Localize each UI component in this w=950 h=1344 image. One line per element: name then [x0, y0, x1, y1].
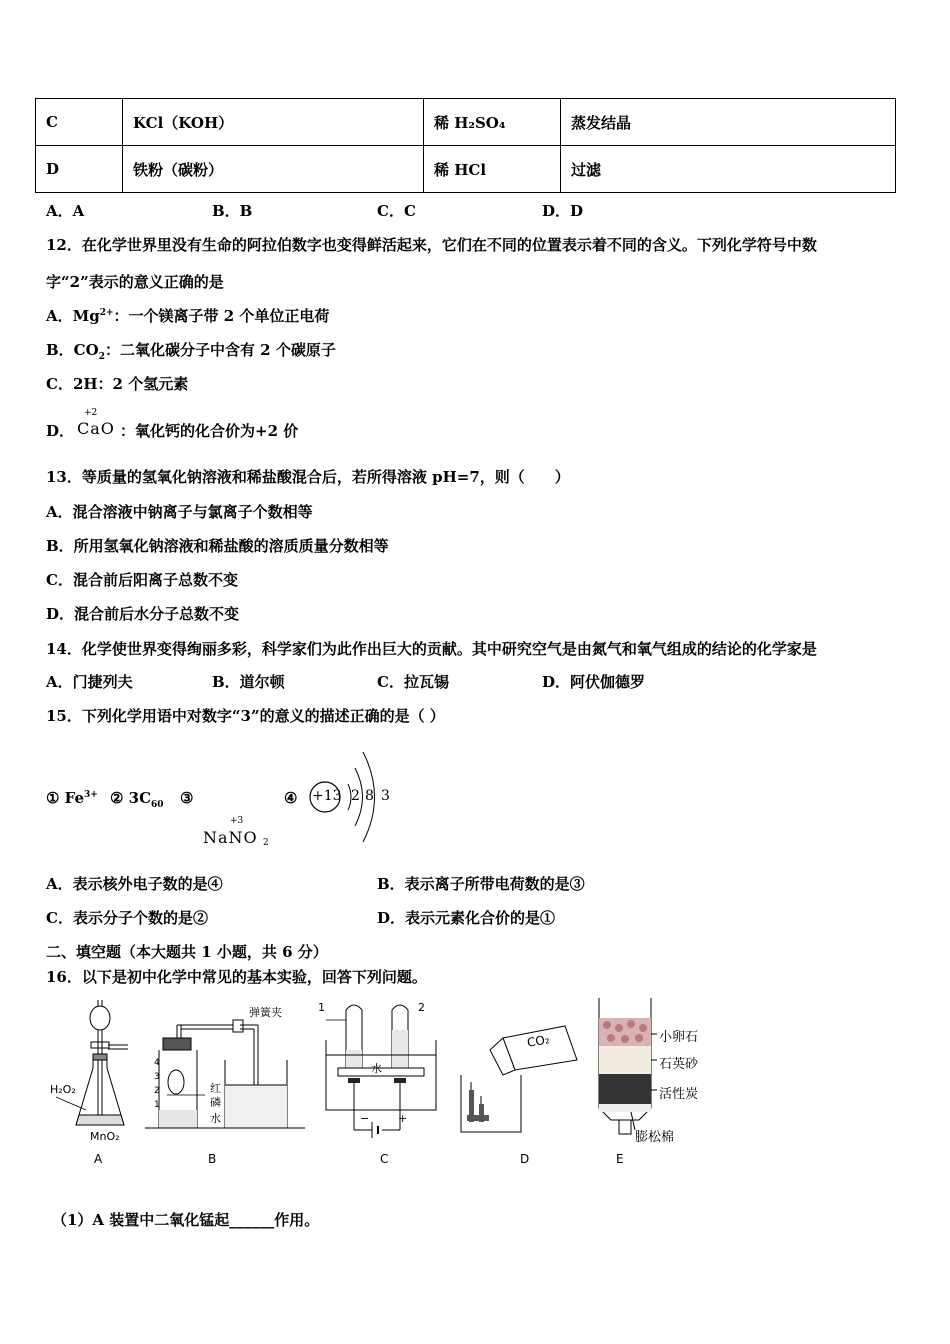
fig-label-c: C	[380, 1152, 389, 1166]
apparatus-d	[455, 1020, 585, 1170]
fig-label-b: B	[208, 1152, 217, 1166]
label-phosphorus: 磷	[210, 1096, 221, 1109]
atom-shell-3: 3	[381, 788, 390, 804]
table-cell: KCl（KOH）	[123, 99, 424, 146]
q16-stem: 16．以下是初中化学中常见的基本实验，回答下列问题。	[46, 968, 427, 986]
q15-item4: ④	[284, 789, 298, 807]
q12-b-text: ：二氧化碳分子中含有 2 个碳原子	[104, 341, 336, 359]
table-cell: 铁粉（碳粉）	[123, 146, 424, 193]
apparatus-c	[318, 1000, 448, 1170]
q13-option-d: D．混合前后水分子总数不变	[46, 605, 240, 623]
q15-item1-text: ① Fe	[46, 789, 85, 807]
atom-shell-1: 2	[351, 788, 360, 804]
label-mno2: MnO₂	[90, 1130, 120, 1143]
table-cell: 稀 H₂SO₄	[424, 99, 561, 146]
label-h2o2: H₂O₂	[50, 1083, 76, 1096]
q15-item2-text: ② 3C	[110, 789, 152, 807]
table-cell: 稀 HCl	[424, 146, 561, 193]
section-title: 二、填空题（本大题共 1 小题，共 6 分）	[46, 943, 328, 961]
q15-option-b: B．表示离子所带电荷数的是③	[377, 875, 585, 893]
tube-label-2: 2	[418, 1001, 425, 1014]
q11-option-c: C．C	[377, 202, 416, 220]
q12-b-prefix: B．CO	[46, 341, 99, 359]
q14-option-a: A．门捷列夫	[46, 673, 133, 691]
table-cell: 过滤	[561, 146, 896, 193]
atom-nucleus-charge: +13	[312, 788, 342, 804]
q12-d-label: D．	[46, 422, 75, 440]
q16-sub1: （1）A 装置中二氧化锰起______作用。	[52, 1211, 320, 1229]
q14-option-b: B．道尔顿	[212, 673, 285, 691]
q15-item1-sup: 3+	[84, 790, 98, 800]
apparatus-b	[145, 1000, 305, 1170]
q12-stem-line2: 字“2”表示的意义正确的是	[46, 273, 224, 291]
scale-1: 1	[154, 1100, 160, 1110]
q12-a-text: ：一个镁离子带 2 个单位正电荷	[113, 307, 330, 325]
q12-b-sub: 2	[98, 352, 105, 362]
table-row	[36, 146, 896, 193]
q15-item2	[110, 789, 164, 810]
q15-option-d: D．表示元素化合价的是①	[377, 909, 556, 927]
q15-nano2-valence: +3	[230, 816, 244, 826]
q12-a-sup: 2+	[99, 308, 114, 318]
q13-option-b: B．所用氢氧化钠溶液和稀盐酸的溶质质量分数相等	[46, 537, 389, 555]
q11-option-d: D．D	[542, 202, 584, 220]
label-minus: −	[360, 1112, 370, 1125]
label-water-c: 水	[371, 1062, 382, 1075]
q12-d-formula: CaO	[77, 419, 115, 438]
answer-table	[35, 98, 896, 193]
q15-option-a: A．表示核外电子数的是④	[46, 875, 223, 893]
q15-option-c: C．表示分子个数的是②	[46, 909, 208, 927]
tube-label-1: 1	[318, 1001, 325, 1014]
apparatus-a	[46, 1000, 146, 1170]
label-red: 红	[210, 1082, 221, 1095]
atom-shell-2: 8	[365, 788, 374, 804]
q14-stem: 14．化学使世界变得绚丽多彩，科学家们为此作出巨大的贡献。其中研究空气是由氮气和氧气组成的结论的化学家是	[46, 640, 817, 658]
table-cell: C	[36, 99, 123, 146]
q15-item3: ③	[180, 789, 194, 807]
q12-option-b	[46, 339, 336, 362]
label-sand: 石英砂	[659, 1057, 699, 1072]
q14-option-c: C．拉瓦锡	[377, 673, 449, 691]
q13-stem: 13．等质量的氢氧化钠溶液和稀盐酸混合后，若所得溶液 pH=7，则（ ）	[46, 468, 570, 486]
q13-option-a: A．混合溶液中钠离子与氯离子个数相等	[46, 503, 313, 521]
q12-option-c: C．2H：2 个氢元素	[46, 375, 189, 393]
q15-nano2-formula: NaNO	[203, 828, 258, 847]
label-water: 水	[210, 1112, 221, 1125]
apparatus-e	[595, 998, 725, 1170]
fig-label-e: E	[616, 1152, 624, 1166]
q15-nano2-sub: 2	[263, 838, 269, 848]
q12-d-text: ：氧化钙的化合价为+2 价	[120, 422, 299, 440]
table-cell: D	[36, 146, 123, 193]
q12-stem-line1: 12．在化学世界里没有生命的阿拉伯数字也变得鲜活起来，它们在不同的位置表示着不同的含义。下列化学符号中数	[46, 236, 817, 254]
q13-option-c: C．混合前后阳离子总数不变	[46, 571, 238, 589]
table-row	[36, 99, 896, 146]
label-pebbles: 小卵石	[659, 1030, 699, 1045]
fig-label-a: A	[94, 1152, 103, 1166]
scale-2: 2	[154, 1086, 160, 1096]
scale-3: 3	[154, 1072, 160, 1082]
q11-option-a: A．A	[46, 202, 85, 220]
q15-item1	[46, 789, 98, 807]
label-cotton: 膨松棉	[635, 1130, 675, 1145]
q12-d-valence: +2	[84, 408, 98, 418]
label-clamp: 弹簧夹	[249, 1006, 282, 1019]
aluminum-atom-diagram	[300, 738, 400, 858]
q15-nano2	[203, 816, 283, 852]
q15-stem: 15．下列化学用语中对数字“3”的意义的描述正确的是（ ）	[46, 707, 445, 725]
q14-option-d: D．阿伏伽德罗	[542, 673, 646, 691]
label-plus: +	[398, 1112, 408, 1125]
q15-item2-sub: 60	[151, 800, 164, 810]
table-cell: 蒸发结晶	[561, 99, 896, 146]
q12-option-a	[46, 305, 329, 326]
q11-option-b: B．B	[212, 202, 253, 220]
label-carbon: 活性炭	[659, 1087, 699, 1102]
q12-a-prefix: A．Mg	[46, 307, 100, 325]
scale-4: 4	[154, 1058, 160, 1068]
fig-label-d: D	[520, 1152, 530, 1166]
label-co2: CO₂	[525, 1032, 551, 1050]
